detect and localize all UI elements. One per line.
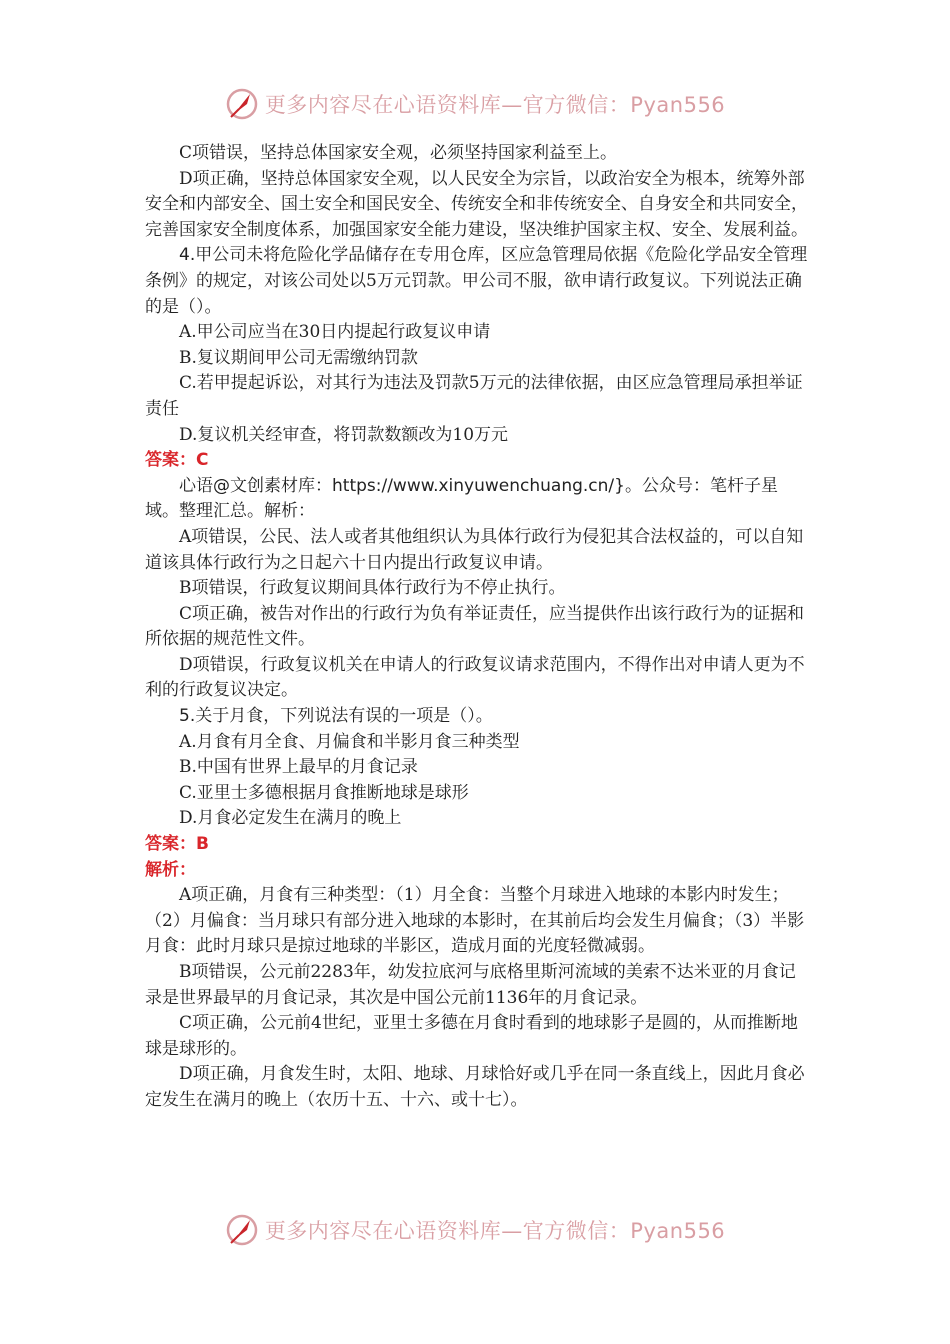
question-text: 关于月食，下列说法有误的一项是（）。 [195,706,493,727]
footer-banner [0,1210,950,1250]
answer-label: 答案：C [145,450,209,471]
quill-pen-logo-icon [225,87,259,121]
question-number: 4. [179,245,196,266]
explanation-b: B项错误，公元前2283年，幼发拉底河与底格里斯河流域的美索不达米亚的月食记录是世界最早的月食记录，其次是中国公元前1136年的月食记录。 [145,962,796,1008]
option-c: C.若甲提起诉讼，对其行为违法及罚款5万元的法律依据，由区应急管理局承担举证责任 [145,373,803,419]
question-5 [145,704,810,730]
explanation-a: A项正确，月食有三种类型：（1）月全食：当整个月球进入地球的本影内时发生；（2）月偏食：当月球只有部分进入地球的本影时，在其前后均会发生月偏食；（3）半影月食：此时月球只是掠过地球的半影区，造成月面的光度轻微减弱。 [145,885,805,957]
answer-label: 答案：B [145,834,209,855]
explanation-d: D项正确，月食发生时，太阳、地球、月球恰好或几乎在同一条直线上，因此月食必定发生在满月的晚上（农历十五、十六、或十七）。 [145,1064,805,1110]
explanation-b: B项错误，行政复议期间具体行政行为不停止执行。 [179,578,566,599]
quill-pen-logo-icon [225,1213,259,1247]
paragraph: D项正确，坚持总体国家安全观，以人民安全为宗旨，以政治安全为根本，统筹外部安全和内部安全、国土安全和国民安全、传统安全和非传统安全、自身安全和共同安全，完善国家安全制度体系，加强国家安全能力建设，坚决维护国家主权、安全、发展利益。 [145,168,808,240]
question-text: 甲公司未将危险化学品储存在专用仓库，区应急管理局依据《危险化学品安全管理条例》的规定，对该公司处以5万元罚款。甲公司不服，欲申请行政复议。下列说法正确的是（）。 [145,245,808,317]
header-banner-text: 更多内容尽在心语资料库—官方微信：Pyan556 [264,93,726,117]
question-4 [145,243,810,320]
paragraph: C项错误，坚持总体国家安全观，必须坚持国家利益至上。 [179,143,618,163]
explanation-c: C项正确，公元前4世纪，亚里士多德在月食时看到的地球影子是圆的，从而推断地球是球形的。 [145,1013,798,1059]
option-c: C.亚里士多德根据月食推断地球是球形 [179,782,469,803]
option-a: A.月食有月全食、月偏食和半影月食三种类型 [179,731,520,752]
explanation-c: C项正确，被告对作出的行政行为负有举证责任，应当提供作出该行政行为的证据和所依据的规范性文件。 [145,603,805,650]
option-d: D.月食必定发生在满月的晚上 [179,808,402,829]
source-note: 心语@文创素材库：https://www.xinyuwenchuang.cn/}。公众号：笔杆子星域。整理汇总。解析： [145,475,778,522]
explanation-a: A项错误，公民、法人或者其他组织认为具体行政行为侵犯其合法权益的，可以自知道该具体行政行为之日起六十日内提出行政复议申请。 [145,526,804,573]
document-body [145,141,810,1114]
explanation-d: D项错误，行政复议机关在申请人的行政复议请求范围内，不得作出对申请人更为不利的行政复议决定。 [145,654,805,701]
option-b: B.复议期间甲公司无需缴纳罚款 [179,347,418,368]
option-a: A.甲公司应当在30日内提起行政复议申请 [179,322,491,343]
footer-banner-text: 更多内容尽在心语资料库—官方微信：Pyan556 [264,1219,726,1243]
question-number: 5. [179,706,196,727]
explanation-label: 解析： [145,859,196,880]
header-banner [0,84,950,124]
option-b: B.中国有世界上最早的月食记录 [179,757,418,778]
option-d: D.复议机关经审查，将罚款数额改为10万元 [179,424,509,445]
